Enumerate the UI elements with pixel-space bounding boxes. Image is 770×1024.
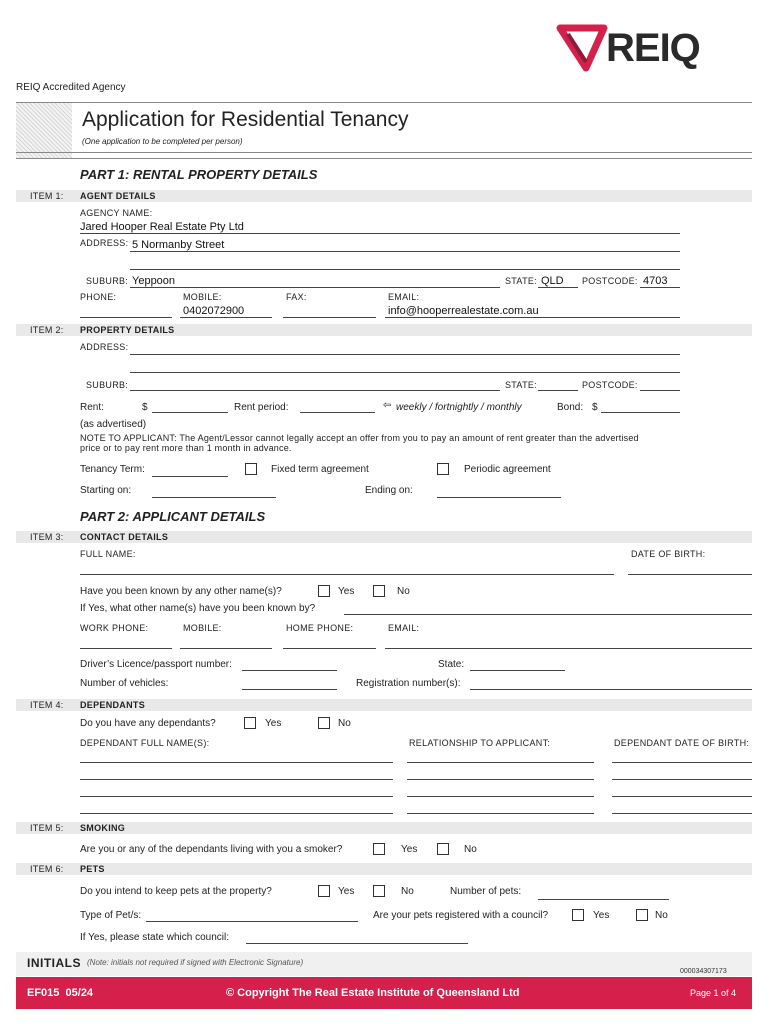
bond-label: Bond: [557,402,584,413]
pets-yes-label: Yes [338,886,355,897]
known-other-question: Have you been known by any other name(s)? [80,586,282,597]
vehicles-line[interactable] [242,689,337,690]
property-state-label: STATE: [505,380,537,390]
smoker-no-checkbox[interactable] [437,843,449,855]
mobile-label: MOBILE: [183,292,222,302]
dependant-dob-line-2[interactable] [612,779,752,780]
home-phone-label: HOME PHONE: [286,623,354,633]
smoker-yes-label: Yes [401,844,418,855]
property-suburb-label: SUBURB: [86,380,129,390]
known-other-yes-checkbox[interactable] [318,585,330,597]
dependant-name-line-3[interactable] [80,796,393,797]
pets-registered-question: Are your pets registered with a council? [373,910,549,921]
postcode-value[interactable]: 4703 [643,275,668,287]
bond-line[interactable] [601,412,680,413]
page-number: Page 1 of 4 [690,988,737,998]
registered-no-checkbox[interactable] [636,909,648,921]
other-names-line[interactable] [344,614,752,615]
part1-heading: PART 1: RENTAL PROPERTY DETAILS [80,167,318,182]
title-rule-bottom [16,158,752,159]
applicant-note: NOTE TO APPLICANT: The Agent/Lessor cannot legally accept an offer from you to pay an amount of rent greater than the advertised price or to pay rent more than 1 month in advance. [80,433,639,453]
full-name-line[interactable] [80,574,614,575]
dependant-rel-line-1[interactable] [407,762,594,763]
postcode-label: POSTCODE: [582,276,638,286]
ending-line[interactable] [437,497,561,498]
applicant-mobile-label: MOBILE: [183,623,222,633]
periodic-checkbox[interactable] [437,463,449,475]
reiq-logo-mark [556,22,608,74]
address-value[interactable]: 5 Normanby Street [132,239,225,251]
registration-line[interactable] [470,689,752,690]
licence-state-line[interactable] [470,670,565,671]
registration-label: Registration number(s): [356,678,461,689]
copyright: © Copyright The Real Estate Institute of Queensland Ltd [226,987,520,999]
registered-yes-checkbox[interactable] [572,909,584,921]
dependant-name-line-2[interactable] [80,779,393,780]
ending-label: Ending on: [365,485,413,496]
starting-label: Starting on: [80,485,132,496]
title-rule-top [16,102,752,103]
dependant-relationship-header: RELATIONSHIP TO APPLICANT: [409,738,551,748]
pet-type-line[interactable] [146,921,358,922]
title-rule-mid [16,152,752,153]
fixed-term-label: Fixed term agreement [271,464,369,475]
dependant-dob-line-1[interactable] [612,762,752,763]
reiq-logo-text: REIQ [606,26,700,70]
rent-period-options: weekly / fortnightly / monthly [396,402,522,413]
item3-label: ITEM 3: [30,532,64,542]
licence-label: Driver’s Licence/passport number: [80,659,232,670]
item2-label: ITEM 2: [30,325,64,335]
initials-note: (Note: initials not required if signed with Electronic Signature) [87,958,304,967]
licence-state-label: State: [438,659,465,670]
dependants-no-checkbox[interactable] [318,717,330,729]
pets-question: Do you intend to keep pets at the property? [80,886,272,897]
property-state-line [538,390,578,391]
work-phone-label: WORK PHONE: [80,623,149,633]
licence-line[interactable] [242,670,337,671]
pets-no-checkbox[interactable] [373,885,385,897]
dob-line[interactable] [628,574,752,575]
dependants-yes-checkbox[interactable] [244,717,256,729]
applicant-mobile-line[interactable] [180,648,272,649]
state-line [538,287,578,288]
reiq-logo [556,22,756,74]
vehicles-label: Number of vehicles: [80,678,169,689]
pets-yes-checkbox[interactable] [318,885,330,897]
mobile-line [180,317,272,318]
property-postcode-label: POSTCODE: [582,380,638,390]
agency-name-value[interactable]: Jared Hooper Real Estate Pty Ltd [80,221,244,233]
council-line[interactable] [246,943,468,944]
postcode-line [640,287,680,288]
fax-line [283,317,376,318]
dependant-dob-line-4[interactable] [612,813,752,814]
agency-name-label: AGENCY NAME: [80,208,153,218]
known-other-yes-label: Yes [338,586,355,597]
page-title: Application for Residential Tenancy [82,108,409,131]
bond-dollar: $ [592,402,598,413]
dependants-yes-label: Yes [265,718,282,729]
part2-heading: PART 2: APPLICANT DETAILS [80,509,266,524]
arrow-left-icon: ⇦ [383,400,392,411]
phone-label: PHONE: [80,292,117,302]
fax-label: FAX: [286,292,307,302]
item5-band [16,822,752,834]
initials-label: INITIALS [27,956,81,970]
item2-heading: PROPERTY DETAILS [80,325,175,335]
property-address-line-2 [130,372,680,373]
property-postcode-line [640,390,680,391]
email-label: EMAIL: [388,292,420,302]
dependant-rel-line-4[interactable] [407,813,594,814]
rent-dollar: $ [142,402,148,413]
rent-line[interactable] [152,412,228,413]
pet-type-label: Type of Pet/s: [80,910,142,921]
dependant-rel-line-3[interactable] [407,796,594,797]
registered-yes-label: Yes [593,910,610,921]
item6-heading: PETS [80,864,105,874]
address-line-1 [130,251,680,252]
form-code: EF015 05/24 [27,987,94,999]
starting-line[interactable] [152,497,276,498]
property-suburb-line [130,390,500,391]
property-address-label: ADDRESS: [80,342,129,352]
page-subtitle: (One application to be completed per person) [82,137,243,146]
dependant-dob-line-3[interactable] [612,796,752,797]
dependant-name-line-1[interactable] [80,762,393,763]
known-other-no-checkbox[interactable] [373,585,385,597]
tenancy-term-line[interactable] [152,476,228,477]
rent-label: Rent: [80,402,104,413]
home-phone-line[interactable] [283,648,376,649]
suburb-line [130,287,500,288]
address-label: ADDRESS: [80,238,129,248]
suburb-value[interactable]: Yeppoon [132,275,176,287]
state-value[interactable]: QLD [541,275,564,287]
num-pets-line[interactable] [538,899,669,900]
item5-heading: SMOKING [80,823,126,833]
pets-no-label: No [401,886,414,897]
tenancy-term-label: Tenancy Term: [80,464,145,475]
dependants-no-label: No [338,718,351,729]
agency-name-line [80,233,680,234]
mobile-value[interactable]: 0402072900 [183,305,245,317]
dependants-question: Do you have any dependants? [80,718,216,729]
phone-line [80,317,172,318]
title-hatch-panel [16,102,72,158]
address-line-2 [130,269,680,270]
item3-heading: CONTACT DETAILS [80,532,169,542]
item6-band [16,863,752,875]
state-label: STATE: [505,276,537,286]
dependant-name-line-4[interactable] [80,813,393,814]
work-phone-line[interactable] [80,648,172,649]
periodic-label: Periodic agreement [464,464,551,475]
known-other-no-label: No [397,586,410,597]
item1-label: ITEM 1: [30,191,64,201]
item6-label: ITEM 6: [30,864,64,874]
dependant-rel-line-2[interactable] [407,779,594,780]
fixed-term-checkbox[interactable] [245,463,257,475]
email-value[interactable]: info@hooperrealestate.com.au [388,305,539,317]
email-line [385,317,680,318]
smoker-no-label: No [464,844,477,855]
rent-period-line[interactable] [300,412,375,413]
smoker-yes-checkbox[interactable] [373,843,385,855]
dependant-name-header: DEPENDANT FULL NAME(S): [80,738,210,748]
item1-heading: AGENT DETAILS [80,191,156,201]
other-names-question: If Yes, what other name(s) have you been known by? [80,603,316,614]
num-pets-label: Number of pets: [450,886,522,897]
item5-label: ITEM 5: [30,823,64,833]
item4-label: ITEM 4: [30,700,64,710]
dependant-dob-header: DEPENDANT DATE OF BIRTH: [614,738,750,748]
smoker-question: Are you or any of the dependants living with you a smoker? [80,844,343,855]
suburb-label: SUBURB: [86,276,129,286]
item4-heading: DEPENDANTS [80,700,146,710]
registered-no-label: No [655,910,668,921]
initials-code: 000034307173 [680,968,727,975]
accredited-agency: REIQ Accredited Agency [16,82,126,93]
applicant-email-line[interactable] [385,648,752,649]
applicant-email-label: EMAIL: [388,623,420,633]
council-label: If Yes, please state which council: [80,932,229,943]
as-advertised: (as advertised) [80,419,147,430]
rent-period-label: Rent period: [234,402,289,413]
property-address-line-1 [130,354,680,355]
full-name-label: FULL NAME: [80,549,136,559]
dob-label: DATE OF BIRTH: [631,549,706,559]
